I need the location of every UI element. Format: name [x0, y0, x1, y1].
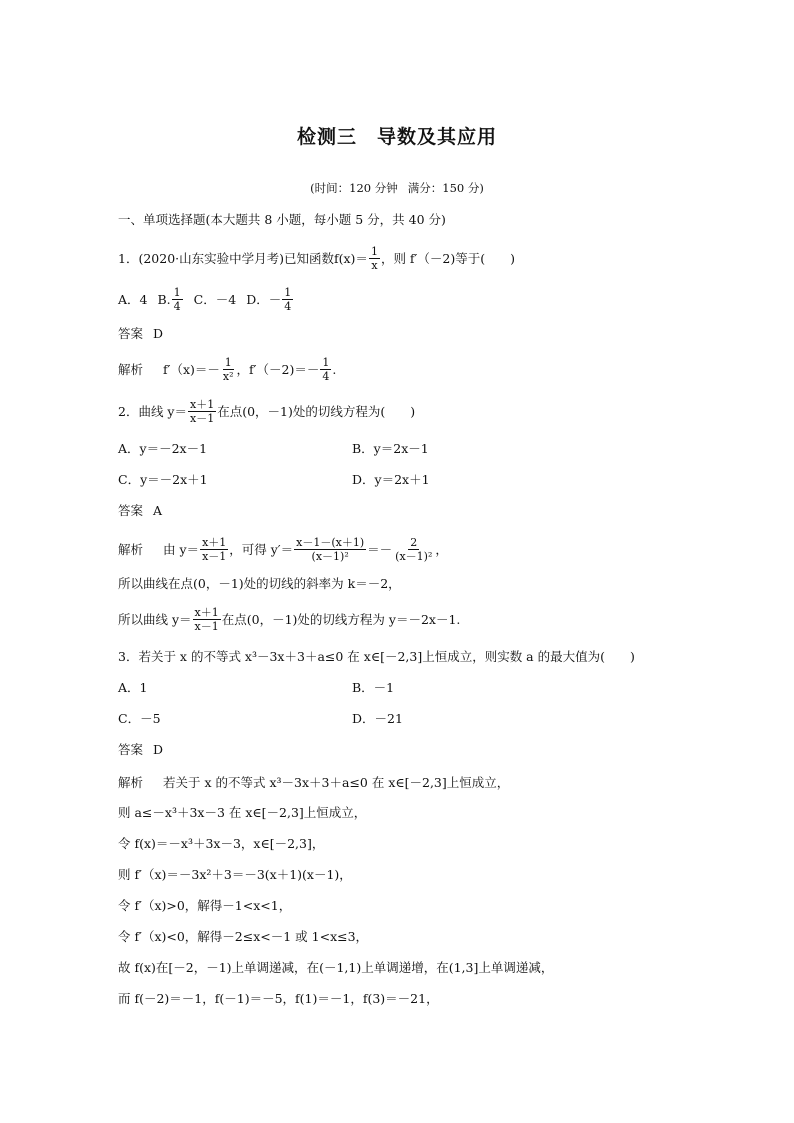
q3-explanation-5: 令 f′（x)>0，解得－1<x<1，	[118, 898, 292, 913]
q3-stem: 3．若关于 x 的不等式 x³－3x＋3＋a≤0 在 x∈[－2,3]上恒成立，则实数 a 的最大值为( )	[118, 649, 635, 664]
q3-explanation-2: 则 a≤－x³＋3x－3 在 x∈[－2,3]上恒成立，	[118, 805, 367, 820]
q3-explanation-8: 而 f(－2)＝－1，f(－1)＝－5，f(1)＝－1，f(3)＝－21，	[118, 991, 439, 1006]
q2-stem: 2．曲线 y＝ $\frac{x+1}{x-1}$ 在点(0，－1)处的切线方程为( )	[118, 397, 416, 425]
q1-stem: 1．(2020·山东实验中学月考)已知函数 f(x)＝ $\frac{1}{x}$ ，则 f′（－2)等于( )	[118, 244, 515, 272]
q1-option-c: C．－4	[193, 292, 237, 307]
q3-options-row2	[118, 707, 161, 729]
q2-option-b: B．y＝2x－1	[352, 441, 429, 456]
q3-option-a: A．1	[118, 680, 148, 695]
time-limit: (时间：120 分钟	[310, 181, 398, 195]
q2-option-d-wrap	[352, 468, 430, 490]
q3-explanation-3: 令 f(x)＝－x³＋3x－3，x∈[－2,3]，	[118, 836, 325, 851]
q3-option-d-wrap	[352, 707, 403, 729]
page-title	[0, 122, 794, 149]
q3-explanation-4: 则 f′（x)＝－3x²＋3＝－3(x＋1)(x－1)，	[118, 867, 352, 882]
q2-options-row1	[118, 437, 207, 459]
q3-options-row1	[118, 676, 147, 698]
q1-option-b: B.	[157, 291, 171, 307]
q3-option-b-wrap	[352, 676, 394, 698]
section-heading: 一、单项选择题(本大题共 8 小题，每小题 5 分，共 40 分)	[118, 212, 446, 227]
q2-answer: 答案 A	[118, 502, 163, 518]
q2-options-row2	[118, 468, 208, 490]
q2-explanation-line2: 所以曲线在点(0，－1)处的切线的斜率为 k＝－2，	[118, 576, 401, 591]
q2-option-d: D．y＝2x＋1	[352, 472, 430, 487]
q3-explanation-1: 解析 若关于 x 的不等式 x³－3x＋3＋a≤0 在 x∈[－2,3]上恒成立，	[118, 775, 510, 790]
q2-option-b-wrap	[352, 437, 429, 459]
q3-option-c: C．－5	[118, 711, 161, 726]
exam-info	[0, 180, 794, 196]
q1-answer: 答案 D	[118, 325, 164, 341]
q1-options: A．4 B. $\frac{1}{4}$ C．－4 D．－ $\frac{1}{4}$	[118, 285, 292, 313]
q1-explanation: 解析 f′（x)＝－ $\frac{1}{\text{x²}}$ ，f′（－2)＝－ $\frac{1}{4}$ .	[118, 355, 337, 383]
full-score: 满分：150 分)	[407, 181, 484, 195]
title-part1: 检测三	[296, 126, 357, 148]
q1-option-d: D．－	[246, 292, 282, 307]
q2-option-c: C．y＝－2x＋1	[118, 472, 208, 487]
q2-explanation-line3: 所以曲线 y＝ $\frac{x+1}{x-1}$ 在点(0，－1)处的切线方程为 y＝－2x－1.	[118, 605, 461, 633]
q2-option-a: A．y＝－2x－1	[118, 441, 208, 456]
q2-explanation: 解析 由 y＝ $\frac{x+1}{x-1}$ ，可得 y′＝ $\frac{x-1-(x+1)}{\text{(x－1)²}}$ ＝－ $\frac{2}{\text{(x－1)²}}$ ，	[118, 535, 448, 563]
q3-explanation-7: 故 f(x)在[－2，－1)上单调递减，在(－1,1)上单调递增，在(1,3]上单调递减，	[118, 960, 554, 975]
q3-option-b: B．－1	[352, 680, 395, 695]
q3-answer: 答案 D	[118, 741, 164, 757]
q3-explanation-6: 令 f′（x)<0，解得－2≤x<－1 或 1<x≤3，	[118, 929, 369, 944]
title-part2: 导数及其应用	[377, 126, 498, 148]
q1-fraction: $\frac{1}{x}$	[370, 244, 378, 272]
q3-option-d: D．－21	[352, 711, 403, 726]
q1-option-a: A．4	[118, 292, 148, 307]
